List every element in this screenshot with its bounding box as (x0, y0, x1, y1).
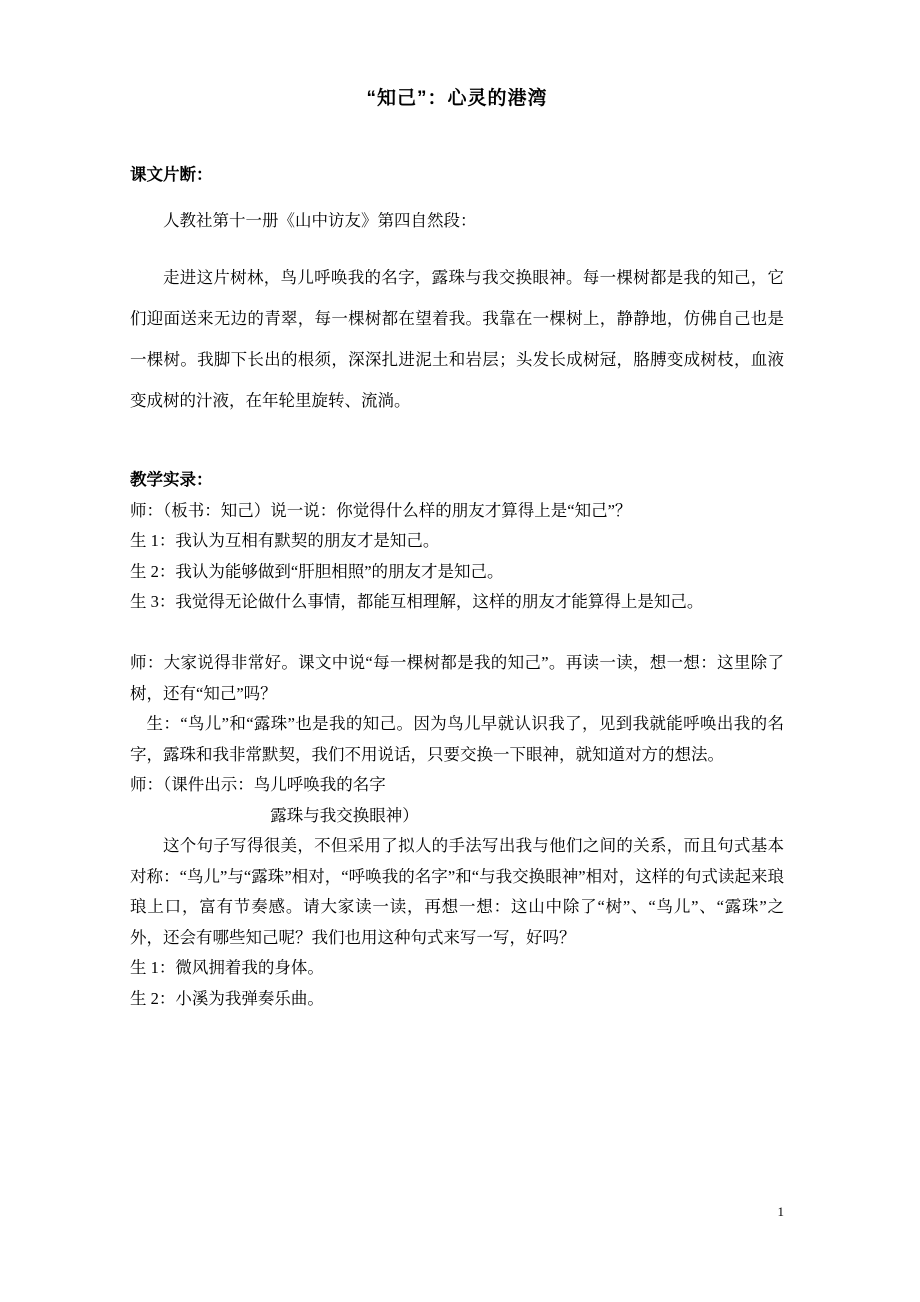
record-line-teacher-commentary: 这个句子写得很美，不但采用了拟人的手法写出我与他们之间的关系，而且句式基本对称：“鸟儿”与“露珠”相对，“呼唤我的名字”和“与我交换眼神”相对，这样的句式读起来琅琅上口，富有节奏感。请大家读一读，再想一想：这山中除了“树”、“鸟儿”、“露珠”之外，还会有哪些知己呢？我们也用这种句式来写一写，好吗？ (130, 836, 784, 947)
record-line-courseware-second: 露珠与我交换眼神） (270, 805, 419, 825)
record-line-teacher-1: 师：（板书：知己）说一说：你觉得什么样的朋友才算得上是“知己”？ (130, 500, 632, 520)
passage-text: 走进这片树林，鸟儿呼唤我的名字，露珠与我交换眼神。每一棵树都是我的知己，它们迎面送来无边的青翠，每一棵树都在望着我。我靠在一棵树上，静静地，仿佛自己也是一棵树。我脚下长出的根须，深深扎进泥土和岩层；头发长成树冠，胳膊变成树枝，血液变成树的汁液，在年轮里旋转、流淌。 (130, 269, 784, 411)
record-paragraph-spacer (130, 618, 784, 649)
record-line-teacher-2: 师：大家说得非常好。课文中说“每一棵树都是我的知己”。再读一读，想一想：这里除了树，还有“知己”吗？ (130, 653, 784, 703)
page-title: “知己”：心灵的港湾 (366, 88, 548, 109)
record-section-body (130, 492, 784, 1015)
record-line-student-1: 生 1：我认为互相有默契的朋友才是知己。 (130, 531, 440, 551)
record-line-student-2: 生 2：我认为能够做到“肝胆相照”的朋友才是知己。 (130, 561, 504, 581)
passage-section-heading: 课文片断： (130, 165, 213, 184)
record-line-student-6: 生 2：小溪为我弹奏乐曲。 (130, 988, 324, 1008)
record-section-heading: 教学实录： (130, 471, 213, 490)
record-line-student-4: 生：“鸟儿”和“露珠”也是我的知己。因为鸟儿早就认识我了，见到我就能呼唤出我的名字，露珠和我非常默契，我们不用说话，只要交换一下眼神，就知道对方的想法。 (130, 714, 784, 764)
document-content (130, 0, 784, 1014)
page-number: 1 (777, 1204, 784, 1219)
passage-source-line: 人教社第十一册《山中访友》第四自然段： (163, 212, 477, 231)
passage-section-body (130, 186, 784, 422)
record-line-student-5: 生 1：微风拥着我的身体。 (130, 958, 324, 978)
record-line-student-3: 生 3：我觉得无论做什么事情，都能互相理解，这样的朋友才能算得上是知己。 (130, 592, 704, 612)
record-line-teacher-3: 师：（课件出示：鸟儿呼唤我的名字 (130, 775, 386, 795)
